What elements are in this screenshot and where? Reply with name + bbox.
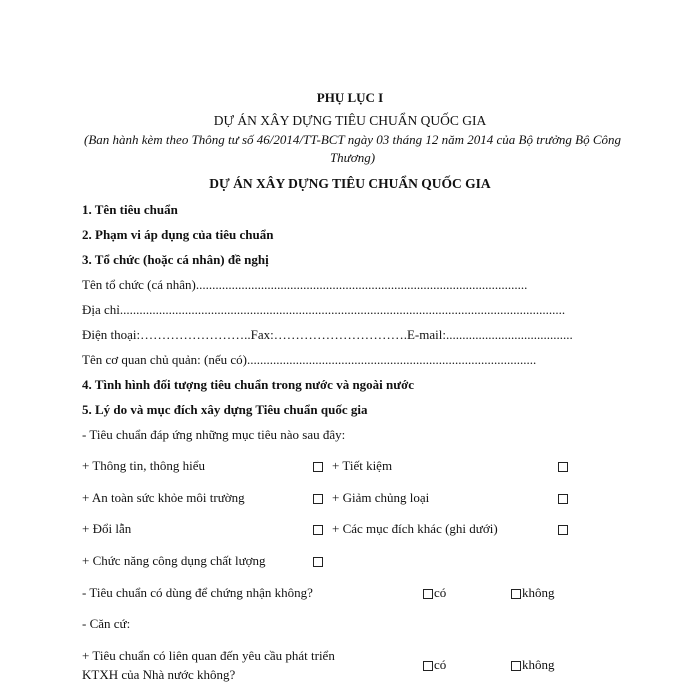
objective-reduce-checkbox[interactable] [558,494,568,504]
section-standard-name: 1. Tên tiêu chuẩn [82,202,178,217]
objective-info-label: + Thông tin, thông hiểu [82,458,206,473]
document-title: DỰ ÁN XÂY DỰNG TIÊU CHUẨN QUỐC GIA [213,113,487,128]
objective-other-checkbox[interactable] [558,525,568,535]
section-proposer: 3. Tổ chức (hoặc cá nhân) đề nghị [82,252,269,267]
objective-safety-label: + An toàn sức khỏe môi trường [82,490,245,505]
development-yes-checkbox[interactable] [423,661,433,671]
development-question-line2: KTXH của Nhà nước không? [82,667,236,682]
certification-no-checkbox[interactable] [511,589,521,599]
certification-yes-checkbox[interactable] [423,589,433,599]
objective-interchange-label: + Đổi lẫn [82,521,132,536]
development-no-label: không [522,657,555,672]
development-question-line1: + Tiêu chuẩn có liên quan đến yêu cầu phát triển [82,648,335,663]
certification-no-label: không [522,585,555,600]
development-no-checkbox[interactable] [511,661,521,671]
appendix-heading: PHỤ LỤC I [316,90,384,105]
section-reason: 5. Lý do và mục đích xây dựng Tiêu chuẩn quốc gia [82,402,368,417]
basis-label: - Căn cứ: [82,616,131,631]
objective-saving-checkbox[interactable] [558,462,568,472]
objective-safety-checkbox[interactable] [313,494,323,504]
address-field[interactable]: Địa chỉ......................................................................................................................................... [82,302,566,317]
issuance-note: (Ban hành kèm theo Thông tư số 46/2014/TT-BCT ngày 03 tháng 12 năm 2014 của Bộ trưởng Bộ Công Thương) [83,132,622,165]
objective-info-checkbox[interactable] [313,462,323,472]
objective-reduce-label: + Giảm chủng loại [332,490,430,505]
development-yes-label: có [434,657,447,672]
certification-yes-label: có [434,585,447,600]
objective-interchange-checkbox[interactable] [313,525,323,535]
objective-other-label: + Các mục đích khác (ghi dưới) [332,521,498,536]
certification-question: - Tiêu chuẩn có dùng để chứng nhận không? [82,585,313,600]
agency-field[interactable]: Tên cơ quan chủ quản: (nếu có)......................................................................................... [82,352,537,367]
contact-field[interactable]: Điện thoại:……………………..Fax:………………………….E-mail:....................................... [82,327,573,342]
section-situation: 4. Tình hình đối tượng tiêu chuẩn trong nước và ngoài nước [82,377,415,392]
form-title: DỰ ÁN XÂY DỰNG TIÊU CHUẨN QUỐC GIA [209,176,491,191]
section-scope: 2. Phạm vi áp dụng của tiêu chuẩn [82,227,274,242]
objective-saving-label: + Tiết kiệm [332,458,393,473]
objective-quality-label: + Chức năng công dụng chất lượng [82,553,266,568]
org-name-field[interactable]: Tên tổ chức (cá nhân)...................................................................................................... [82,277,528,292]
objectives-intro: - Tiêu chuẩn đáp ứng những mục tiêu nào sau đây: [82,427,346,442]
objective-quality-checkbox[interactable] [313,557,323,567]
